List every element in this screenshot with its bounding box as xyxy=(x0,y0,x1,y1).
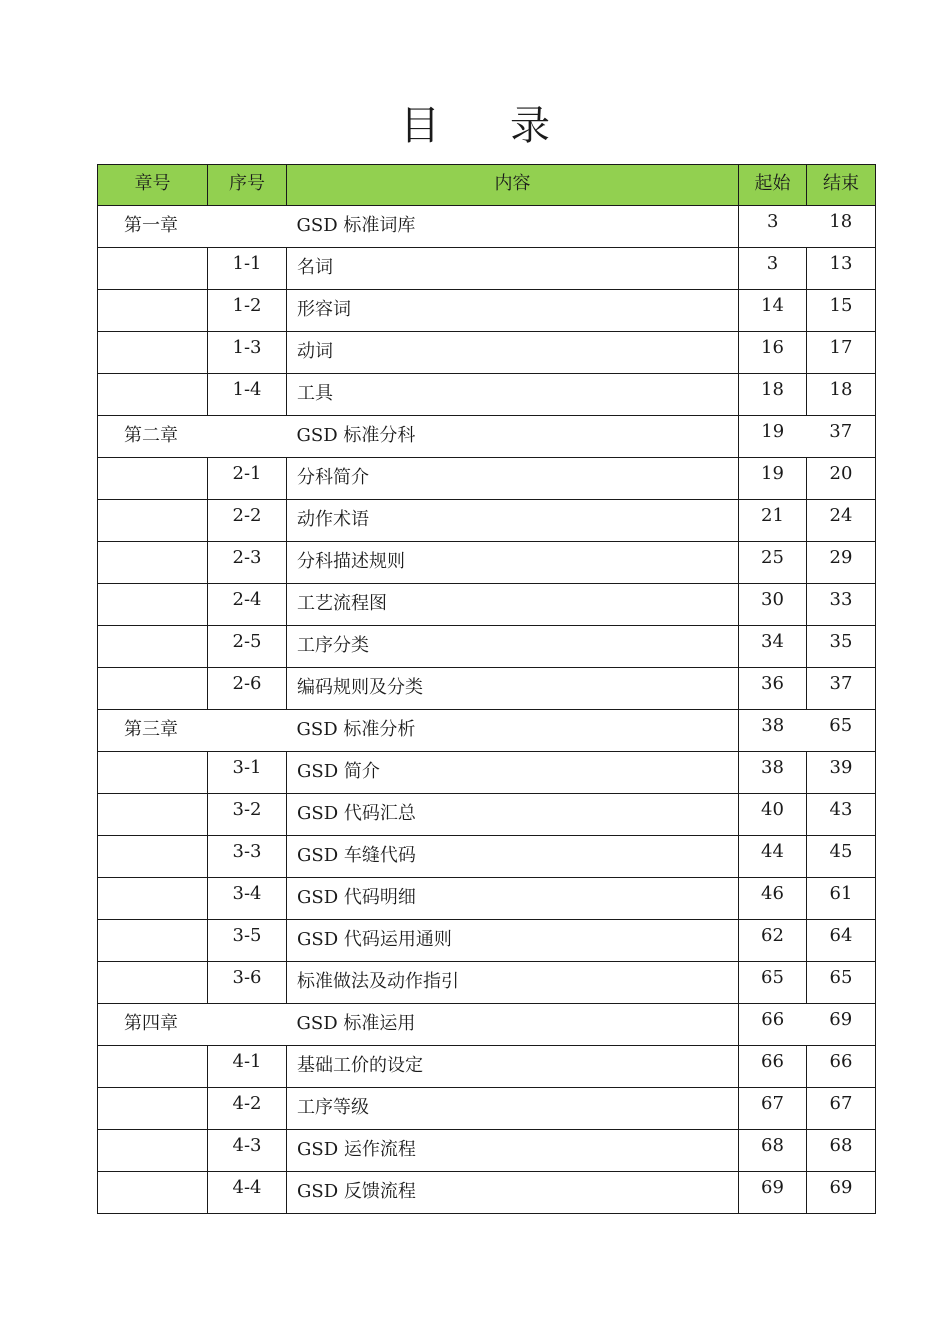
end-page-cell: 29 xyxy=(807,542,876,584)
chapter-cell: 第三章 xyxy=(98,710,208,752)
chapter-cell xyxy=(98,752,208,794)
chapter-cell: 第一章 xyxy=(98,206,208,248)
seq-cell: 2-4 xyxy=(208,584,287,626)
content-cell: GSD 标准运用 xyxy=(287,1004,739,1046)
chapter-cell xyxy=(98,542,208,584)
content-cell: 基础工价的设定 xyxy=(287,1046,739,1088)
chapter-cell xyxy=(98,920,208,962)
section-row xyxy=(98,374,876,416)
seq-cell: 3-5 xyxy=(208,920,287,962)
seq-cell: 2-6 xyxy=(208,668,287,710)
section-row xyxy=(98,248,876,290)
section-row xyxy=(98,458,876,500)
chapter-cell xyxy=(98,290,208,332)
title-char-1: 目 xyxy=(400,103,440,149)
header-seq: 序号 xyxy=(208,165,287,206)
chapter-row xyxy=(98,710,876,752)
seq-cell: 2-3 xyxy=(208,542,287,584)
end-page-cell: 37 xyxy=(807,668,876,710)
section-row xyxy=(98,836,876,878)
content-cell: 名词 xyxy=(287,248,739,290)
chapter-cell xyxy=(98,332,208,374)
section-row xyxy=(98,1172,876,1214)
section-row xyxy=(98,794,876,836)
chapter-cell: 第四章 xyxy=(98,1004,208,1046)
section-row xyxy=(98,962,876,1004)
seq-cell: 3-6 xyxy=(208,962,287,1004)
content-cell: GSD 反馈流程 xyxy=(287,1172,739,1214)
header-chapter: 章号 xyxy=(98,165,208,206)
seq-cell: 3-3 xyxy=(208,836,287,878)
page-title xyxy=(0,98,950,154)
section-row xyxy=(98,626,876,668)
chapter-cell: 第二章 xyxy=(98,416,208,458)
seq-cell xyxy=(208,1004,287,1046)
seq-cell xyxy=(208,710,287,752)
seq-cell: 1-4 xyxy=(208,374,287,416)
start-page-cell: 19 xyxy=(739,458,807,500)
header-end: 结束 xyxy=(807,165,876,206)
start-page-cell: 16 xyxy=(739,332,807,374)
content-cell: GSD 标准分科 xyxy=(287,416,739,458)
chapter-cell xyxy=(98,500,208,542)
chapter-cell xyxy=(98,1130,208,1172)
section-row xyxy=(98,1130,876,1172)
section-row xyxy=(98,542,876,584)
end-page-cell: 24 xyxy=(807,500,876,542)
end-page-cell: 37 xyxy=(807,416,876,458)
content-cell: GSD 代码运用通则 xyxy=(287,920,739,962)
content-cell: 形容词 xyxy=(287,290,739,332)
content-cell: 工艺流程图 xyxy=(287,584,739,626)
seq-cell: 2-2 xyxy=(208,500,287,542)
chapter-cell xyxy=(98,248,208,290)
start-page-cell: 3 xyxy=(739,248,807,290)
start-page-cell: 66 xyxy=(739,1046,807,1088)
header-start: 起始 xyxy=(739,165,807,206)
seq-cell: 3-1 xyxy=(208,752,287,794)
toc-table xyxy=(97,164,876,1214)
end-page-cell: 17 xyxy=(807,332,876,374)
content-cell: GSD 代码汇总 xyxy=(287,794,739,836)
end-page-cell: 39 xyxy=(807,752,876,794)
chapter-row xyxy=(98,416,876,458)
chapter-cell xyxy=(98,374,208,416)
chapter-cell xyxy=(98,878,208,920)
end-page-cell: 45 xyxy=(807,836,876,878)
end-page-cell: 67 xyxy=(807,1088,876,1130)
content-cell: GSD 标准分析 xyxy=(287,710,739,752)
end-page-cell: 69 xyxy=(807,1004,876,1046)
end-page-cell: 65 xyxy=(807,962,876,1004)
content-cell: GSD 运作流程 xyxy=(287,1130,739,1172)
end-page-cell: 65 xyxy=(807,710,876,752)
start-page-cell: 68 xyxy=(739,1130,807,1172)
start-page-cell: 38 xyxy=(739,752,807,794)
chapter-cell xyxy=(98,1172,208,1214)
chapter-cell xyxy=(98,962,208,1004)
start-page-cell: 46 xyxy=(739,878,807,920)
start-page-cell: 62 xyxy=(739,920,807,962)
seq-cell: 4-2 xyxy=(208,1088,287,1130)
end-page-cell: 61 xyxy=(807,878,876,920)
chapter-row xyxy=(98,206,876,248)
title-char-2: 录 xyxy=(510,103,550,149)
chapter-cell xyxy=(98,836,208,878)
start-page-cell: 69 xyxy=(739,1172,807,1214)
seq-cell xyxy=(208,416,287,458)
section-row xyxy=(98,752,876,794)
end-page-cell: 33 xyxy=(807,584,876,626)
section-row xyxy=(98,1088,876,1130)
start-page-cell: 30 xyxy=(739,584,807,626)
chapter-row xyxy=(98,1004,876,1046)
seq-cell: 1-3 xyxy=(208,332,287,374)
end-page-cell: 35 xyxy=(807,626,876,668)
start-page-cell: 34 xyxy=(739,626,807,668)
chapter-cell xyxy=(98,626,208,668)
toc-body xyxy=(98,206,876,1214)
start-page-cell: 67 xyxy=(739,1088,807,1130)
start-page-cell: 21 xyxy=(739,500,807,542)
chapter-cell xyxy=(98,794,208,836)
start-page-cell: 36 xyxy=(739,668,807,710)
end-page-cell: 66 xyxy=(807,1046,876,1088)
start-page-cell: 65 xyxy=(739,962,807,1004)
end-page-cell: 13 xyxy=(807,248,876,290)
end-page-cell: 20 xyxy=(807,458,876,500)
section-row xyxy=(98,878,876,920)
start-page-cell: 25 xyxy=(739,542,807,584)
content-cell: 编码规则及分类 xyxy=(287,668,739,710)
content-cell: GSD 代码明细 xyxy=(287,878,739,920)
seq-cell: 3-2 xyxy=(208,794,287,836)
chapter-cell xyxy=(98,1088,208,1130)
chapter-cell xyxy=(98,458,208,500)
start-page-cell: 19 xyxy=(739,416,807,458)
chapter-cell xyxy=(98,668,208,710)
seq-cell: 4-4 xyxy=(208,1172,287,1214)
seq-cell: 2-5 xyxy=(208,626,287,668)
toc-header-row xyxy=(98,165,876,206)
content-cell: 工序分类 xyxy=(287,626,739,668)
section-row xyxy=(98,584,876,626)
content-cell: GSD 车缝代码 xyxy=(287,836,739,878)
end-page-cell: 69 xyxy=(807,1172,876,1214)
seq-cell: 1-2 xyxy=(208,290,287,332)
seq-cell: 4-1 xyxy=(208,1046,287,1088)
end-page-cell: 18 xyxy=(807,374,876,416)
header-content: 内容 xyxy=(287,165,739,206)
content-cell: 动作术语 xyxy=(287,500,739,542)
start-page-cell: 3 xyxy=(739,206,807,248)
seq-cell: 4-3 xyxy=(208,1130,287,1172)
content-cell: 工序等级 xyxy=(287,1088,739,1130)
end-page-cell: 18 xyxy=(807,206,876,248)
start-page-cell: 40 xyxy=(739,794,807,836)
chapter-cell xyxy=(98,1046,208,1088)
chapter-cell xyxy=(98,584,208,626)
content-cell: 工具 xyxy=(287,374,739,416)
seq-cell xyxy=(208,206,287,248)
end-page-cell: 15 xyxy=(807,290,876,332)
section-row xyxy=(98,920,876,962)
start-page-cell: 66 xyxy=(739,1004,807,1046)
section-row xyxy=(98,290,876,332)
seq-cell: 3-4 xyxy=(208,878,287,920)
content-cell: 标准做法及动作指引 xyxy=(287,962,739,1004)
seq-cell: 1-1 xyxy=(208,248,287,290)
content-cell: GSD 简介 xyxy=(287,752,739,794)
section-row xyxy=(98,1046,876,1088)
content-cell: 分科描述规则 xyxy=(287,542,739,584)
content-cell: 分科简介 xyxy=(287,458,739,500)
start-page-cell: 14 xyxy=(739,290,807,332)
start-page-cell: 44 xyxy=(739,836,807,878)
seq-cell: 2-1 xyxy=(208,458,287,500)
end-page-cell: 43 xyxy=(807,794,876,836)
content-cell: GSD 标准词库 xyxy=(287,206,739,248)
start-page-cell: 38 xyxy=(739,710,807,752)
section-row xyxy=(98,500,876,542)
section-row xyxy=(98,332,876,374)
start-page-cell: 18 xyxy=(739,374,807,416)
end-page-cell: 68 xyxy=(807,1130,876,1172)
content-cell: 动词 xyxy=(287,332,739,374)
end-page-cell: 64 xyxy=(807,920,876,962)
section-row xyxy=(98,668,876,710)
